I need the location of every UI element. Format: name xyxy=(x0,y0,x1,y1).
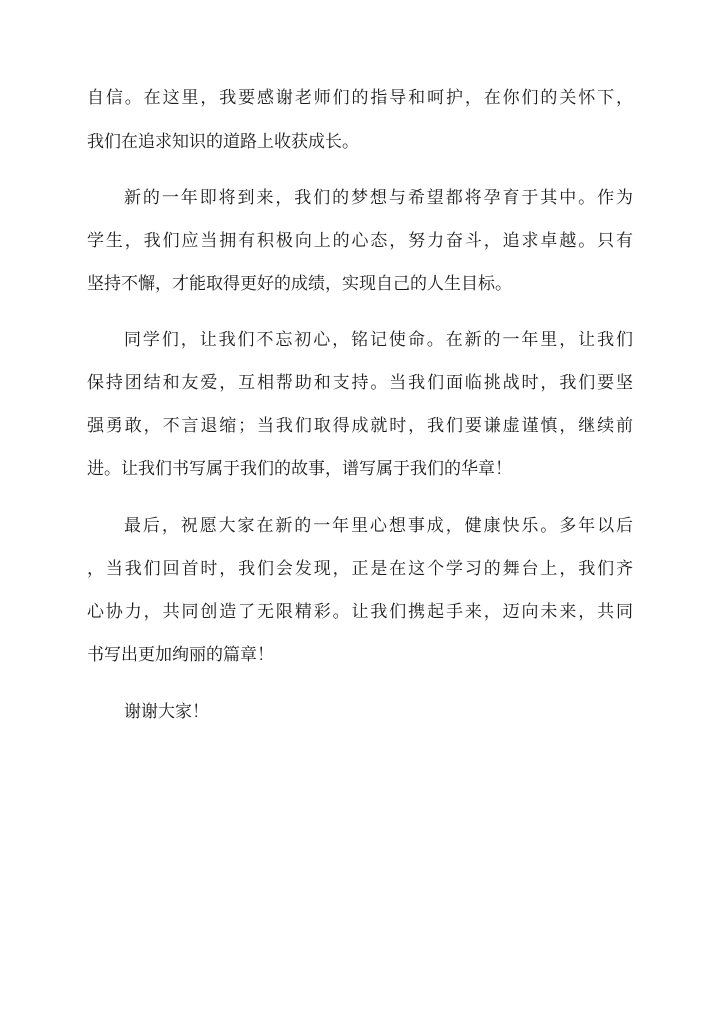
paragraph-2-line-1: 新的一年即将到来，我们的梦想与希望都将孕育于其中。作为 xyxy=(124,188,633,208)
paragraph-4-line-4: 书写出更加绚丽的篇章！ xyxy=(87,645,274,665)
paragraph-3-line-2: 保持团结和友爱，互相帮助和支持。当我们面临挑战时，我们要坚 xyxy=(87,373,633,393)
paragraph-4-line-1: 最后，祝愿大家在新的一年里心想事成，健康快乐。多年以后 xyxy=(124,516,633,536)
paragraph-3-line-3: 强勇敢，不言退缩；当我们取得成就时，我们要谦虚谨慎，继续前 xyxy=(87,416,633,436)
paragraph-1-line-1: 自信。在这里，我要感谢老师们的指导和呵护，在你们的关怀下， xyxy=(87,88,633,108)
paragraph-4-line-2: ，当我们回首时，我们会发现，正是在这个学习的舞台上，我们齐 xyxy=(87,559,633,579)
paragraph-3-line-4: 进。让我们书写属于我们的故事，谱写属于我们的华章！ xyxy=(87,459,512,479)
paragraph-3-line-1: 同学们，让我们不忘初心，铭记使命。在新的一年里，让我们 xyxy=(124,330,633,350)
paragraph-2-line-3: 坚持不懈，才能取得更好的成绩，实现自己的人生目标。 xyxy=(87,274,512,294)
paragraph-2-line-2: 学生，我们应当拥有积极向上的心态，努力奋斗，追求卓越。只有 xyxy=(87,231,633,251)
paragraph-4-line-3: 心协力，共同创造了无限精彩。让我们携起手来，迈向未来，共同 xyxy=(87,602,633,622)
paragraph-1-line-2: 我们在追求知识的道路上收获成长。 xyxy=(87,132,359,152)
paragraph-5-line-1: 谢谢大家！ xyxy=(124,702,209,722)
